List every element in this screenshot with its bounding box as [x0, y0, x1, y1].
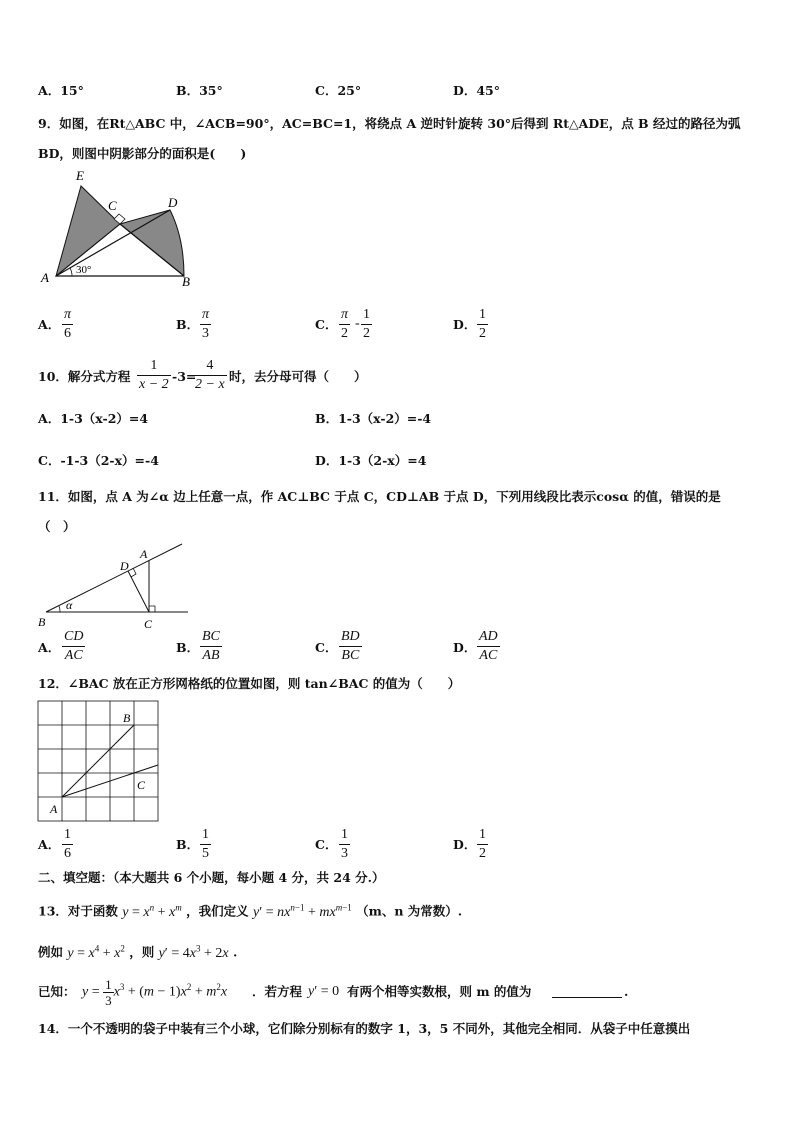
q9-label-c: C [108, 198, 117, 213]
q13-line1-text-b: ，我们定义 [186, 903, 249, 919]
q13-derivative-def: $y' = nx^{n-1} + mx^{m-1}$ [252, 902, 352, 920]
q13-line3-text-b: ．若方程 [252, 984, 303, 999]
denominator: 2 [341, 326, 348, 341]
denominator: 2 [363, 326, 370, 341]
q13-example-derivative: $y' = 4x^3 + 2x$ [158, 943, 229, 961]
denominator: AC [479, 648, 498, 663]
denominator: x − 2 [139, 377, 169, 392]
section-heading: 二、填空题：（本大题共 6 个小题，每小题 4 分，共 24 分.） [38, 870, 385, 885]
numerator: CD [62, 630, 85, 647]
q12-option-d-frac [477, 828, 488, 861]
q13-example-function: $y = x^4 + x^2$ [67, 943, 125, 961]
q9-option-c-letter: C． [315, 317, 338, 332]
numerator: 1 [477, 828, 488, 845]
q8-option-a: A．15° [38, 83, 84, 98]
q9-option-d-letter: D． [453, 317, 477, 332]
q12-option-a-letter: A． [38, 837, 61, 852]
q10-frac1 [137, 359, 171, 392]
q13-line3-end: . [624, 984, 629, 999]
q13-line2-text-c: . [232, 944, 238, 960]
q10-option-a: A．1-3（x-2）=4 [38, 411, 149, 426]
q13-answer-blank[interactable] [552, 985, 622, 998]
denominator: AB [202, 648, 220, 663]
numerator: π [200, 308, 211, 325]
q11-label-a: A [140, 547, 148, 561]
denominator: 2 [479, 846, 486, 861]
q9-option-b-letter: B． [176, 317, 200, 332]
q12-label-b: B [123, 711, 131, 725]
q9-option-c-frac1 [339, 308, 350, 341]
q8-option-c: C．25° [315, 83, 362, 98]
q13-line2-text-b: ，则 [129, 944, 155, 960]
q13-line1 [38, 903, 462, 920]
q9-stem-line1: 9．如图，在Rt△ABC 中，∠ACB=90°，AC=BC=1，将绕点 A 逆时针旋转 30°后得到 Rt△ADE，点 B 经过的路径为弧 [38, 116, 741, 131]
q11-option-a-frac [62, 630, 85, 663]
q10-prefix: 10．解分式方程 [38, 369, 131, 384]
q13-function-def: $y = x^n + x^m$ [122, 902, 182, 920]
q12-option-c-letter: C． [315, 837, 338, 852]
q11-label-alpha: α [66, 598, 73, 612]
q9-angle-label: 30° [76, 264, 92, 276]
q11-stem-line1: 11．如图，点 A 为∠α 边上任意一点，作 AC⊥BC 于点 C，CD⊥AB 于点 D，下列用线段比表示cosα 的值，错误的是 [38, 489, 721, 504]
q11-option-a-letter: A． [38, 640, 61, 655]
q11-option-d-letter: D． [453, 640, 477, 655]
q10-frac2 [193, 359, 227, 392]
numerator: BD [339, 630, 362, 647]
q13-line3-text-c: 有两个相等实数根，则 m 的值为 [347, 984, 532, 999]
q11-label-b: B [38, 615, 46, 629]
q9-label-a: A [41, 270, 49, 285]
numerator: 1 [62, 828, 73, 845]
q13-equation: y′ = 0 [308, 984, 340, 999]
q11-option-b-letter: B． [176, 640, 200, 655]
q10-suffix: 时，去分母可得（ ） [229, 369, 367, 384]
q13-given-function: y = $\frac{1}{3}$ $x^3 + (m - 1)x^2 + m^2x$ [82, 977, 228, 1008]
denominator: 5 [202, 846, 209, 861]
numerator: π [62, 308, 73, 325]
q9-figure [38, 170, 208, 288]
q11-option-c-frac [339, 630, 362, 663]
denominator: 2 − x [195, 377, 225, 392]
denominator: 6 [64, 846, 71, 861]
q13-line1-text-c: （m、n 为常数）. [356, 903, 463, 919]
q11-option-d-frac [477, 630, 500, 663]
q10-mid: -3= [172, 369, 197, 384]
q8-option-d: D．45° [453, 83, 500, 98]
q13-line1-text-a: 13．对于函数 [38, 903, 118, 919]
numerator: AD [477, 630, 500, 647]
numerator: 1 [361, 308, 372, 325]
denominator: AC [64, 648, 83, 663]
q11-option-b-frac [200, 630, 222, 663]
numerator: 1 [339, 828, 350, 845]
denominator: 6 [64, 326, 71, 341]
q11-stem-line2: （ ） [38, 519, 76, 534]
q11-option-c-letter: C． [315, 640, 338, 655]
q11-label-c: C [144, 617, 153, 631]
q9-label-d: D [168, 195, 178, 210]
q9-option-c-minus: - [355, 316, 360, 331]
q8-option-b: B．35° [176, 83, 223, 98]
denominator: 3 [202, 326, 209, 341]
q11-figure [36, 540, 196, 632]
q9-option-b-frac [200, 308, 211, 341]
q13-line3-prefix: 已知： [38, 984, 76, 999]
q9-option-d-frac [477, 308, 488, 341]
q10-option-b: B．1-3（x-2）=-4 [315, 411, 432, 426]
q12-option-b-frac [200, 828, 211, 861]
q9-option-a-frac [62, 308, 73, 341]
q12-grid-figure [37, 700, 163, 824]
numerator: 1 [200, 828, 211, 845]
q12-stem: 12．∠BAC 放在正方形网格纸的位置如图，则 tan∠BAC 的值为（ ） [38, 676, 461, 691]
q9-option-a-letter: A． [38, 317, 61, 332]
q12-option-b-letter: B． [176, 837, 200, 852]
numerator: 1 [137, 359, 171, 376]
numerator: BC [200, 630, 222, 647]
q9-label-b: B [182, 274, 190, 288]
q13-line2-text-a: 例如 [38, 944, 64, 960]
q10-option-c: C．-1-3（2-x）=-4 [38, 453, 159, 468]
numerator: π [339, 308, 350, 325]
denominator: 3 [341, 846, 348, 861]
q12-option-d-letter: D． [453, 837, 477, 852]
numerator: 1 [477, 308, 488, 325]
numerator: 4 [193, 359, 227, 376]
q9-stem-line2: BD，则图中阴影部分的面积是( ) [38, 146, 247, 161]
denominator: BC [341, 648, 360, 663]
q12-option-c-frac [339, 828, 350, 861]
q9-label-e: E [76, 170, 84, 183]
q12-option-a-frac [62, 828, 73, 861]
q12-label-a: A [50, 802, 58, 816]
q14-stem-line1: 14．一个不透明的袋子中装有三个小球，它们除分别标有的数字 1，3，5 不同外，其他完全相同．从袋子中任意摸出 [38, 1021, 691, 1036]
q11-label-d: D [120, 559, 129, 573]
q9-option-c-frac2 [361, 308, 372, 341]
q13-line2 [38, 944, 237, 961]
q12-label-c: C [137, 778, 146, 792]
denominator: 2 [479, 326, 486, 341]
q10-option-d: D．1-3（2-x）=4 [315, 453, 427, 468]
